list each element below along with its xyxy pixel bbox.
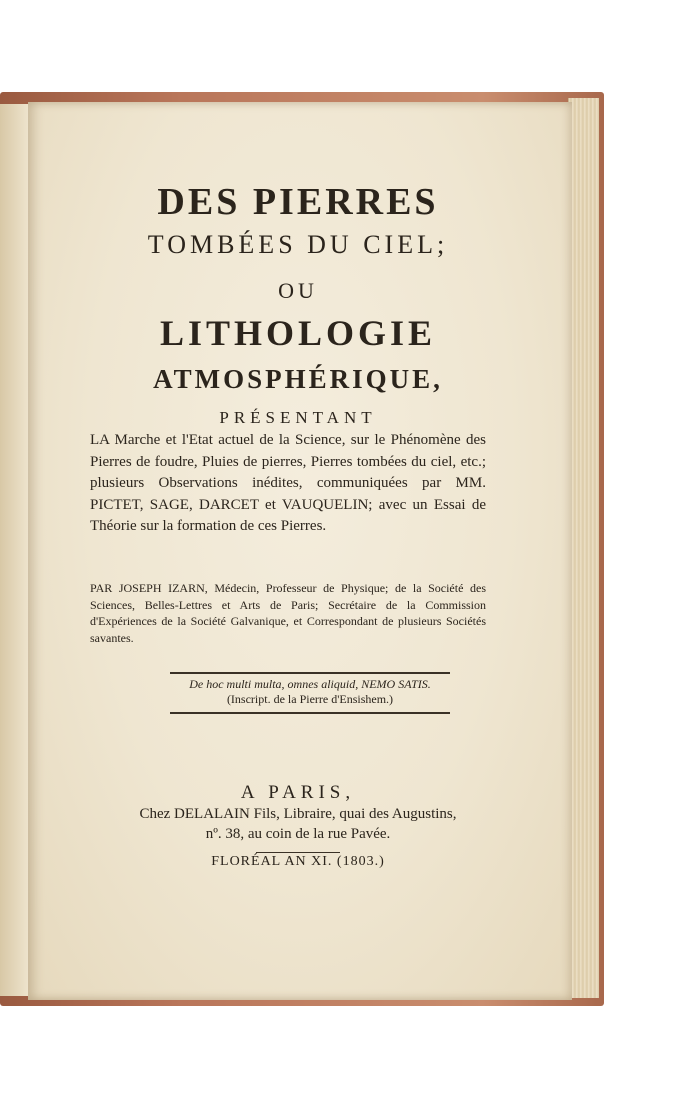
title-line-6: PRÉSENTANT <box>219 408 377 427</box>
author-paragraph: PAR JOSEPH IZARN, Médecin, Professeur de Physique; de la Société des Sciences, Belles-Lettres et Arts de Paris; Secrétaire de la Commission d'Expériences de la Société Galvanique, et Correspondant de plusieurs Sociétés savantes. <box>90 581 486 645</box>
epigraph-quote: De hoc multi multa, omnes aliquid, NEMO SATIS. <box>189 677 431 691</box>
epigraph-rule-top <box>170 672 450 674</box>
page-edges <box>568 98 599 998</box>
title-line-2: TOMBÉES DU CIEL; <box>147 230 449 259</box>
title-line-5: ATMOSPHÉRIQUE, <box>153 364 443 394</box>
imprint-city: A PARIS, <box>240 782 356 803</box>
book <box>0 92 606 1010</box>
epigraph-rule-bottom <box>170 712 450 714</box>
imprint-publisher: Chez DELALAIN Fils, Libraire, quai des Augustins, <box>139 806 457 822</box>
epigraph-source: (Inscript. de la Pierre d'Ensishem.) <box>226 692 394 706</box>
facing-page-edge <box>0 104 30 996</box>
imprint-rule <box>256 852 340 853</box>
title-line-1: DES PIERRES <box>157 181 439 223</box>
imprint-address: nº. 38, au coin de la rue Pavée. <box>205 826 391 842</box>
title-line-4: LITHOLOGIE <box>159 313 437 353</box>
title-page <box>28 102 572 1000</box>
description-paragraph: LA Marche et l'Etat actuel de la Science, sur le Phénomène des Pierres de foudre, Pluies de pierres, Pierres tombées du ciel, etc.; plusieurs Observations inédites, communiquées par MM. PICTET, SAGE, DARCET et VAUQUELIN; avec un Essai de Théorie sur la formation de ces Pierres. <box>90 432 486 535</box>
imprint-date: FLORÉAL AN XI. (1803.) <box>211 854 385 869</box>
title-line-3: OU <box>278 278 318 303</box>
